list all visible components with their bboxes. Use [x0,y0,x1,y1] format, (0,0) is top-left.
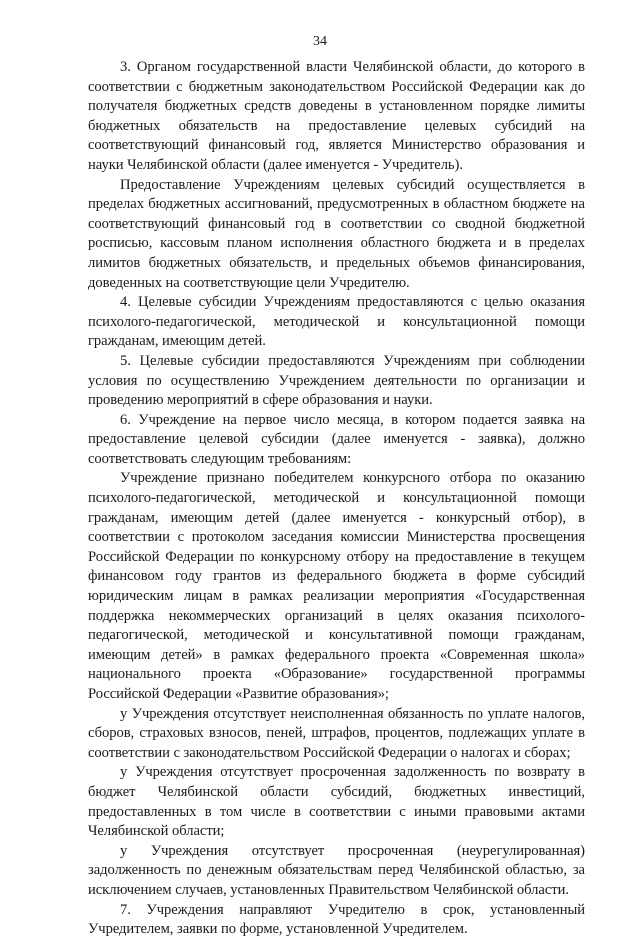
document-body [88,58,585,940]
paragraph-7-applications: 7. Учреждения направляют Учредителю в срок, установленный Учредителем, заявки по форме, установленной Учредителем. [88,901,585,938]
paragraph-subsidy-provision: Предоставление Учреждениям целевых субсидий осуществляется в пределах бюджетных ассигнований, предусмотренных в областном бюджете на соответствующий финансовый год в соответствии со сводной бюджетной росписью, кассовым планом исполнения областного бюджета и в пределах лимитов бюджетных обязательств, и предельных объемов финансирования, доведенных на соответствующие цели Учредителю. [88,176,585,291]
paragraph-4-purpose: 4. Целевые субсидии Учреждениям предоставляются с целью оказания психолого-педагогической, методической и консультационной помощи гражданам, имеющим детей. [88,294,585,350]
paragraph-5-condition: 5. Целевые субсидии предоставляются Учреждениям при соблюдении условия по осуществлению Учреждением деятельности по организации и проведению мероприятий в сфере образования и науки. [88,352,585,409]
requirement-competition-winner: Учреждение признано победителем конкурсного отбора по оказанию психолого-педагогической, методической и консультационной помощи гражданам, имеющим детей (далее именуется - конкурсный отбор), в соответствии с протоколом заседания комиссии Министерства просвещения Российской Федерации по конкурсному отбору на предоставление в текущем финансовом году грантов из федерального бюджета в форме субсидий юридическим лицам в рамках реализации мероприятия «Государственная поддержка некоммерческих организаций в целях оказания психолого-педагогической, методической и консультативной помощи гражданам, имеющим детей» в рамках федерального проекта «Современная школа» национального проекта «Образование» государственной программы Российской Федерации «Развитие образования»; [88,470,585,702]
requirement-no-tax-debt: у Учреждения отсутствует неисполненная обязанность по уплате налогов, сборов, страховых взносов, пеней, штрафов, процентов, подлежащих уплате в соответствии с законодательством Российской Федерации о налогах и сборах; [88,705,585,761]
paragraph-6-requirements: 6. Учреждение на первое число месяца, в котором подается заявка на предоставление целевой субсидии (далее именуется - заявка), должно соответствовать следующим требованиям: [88,411,585,467]
requirement-no-overdue-obligations: у Учреждения отсутствует просроченная (неурегулированная) задолженность по денежным обязательствам перед Челябинской областью, за исключением случаев, установленных Правительством Челябинской области. [88,842,585,898]
paragraph-3-authority: 3. Органом государственной власти Челябинской области, до которого в соответствии с бюджетным законодательством Российской Федерации как до получателя бюджетных средств доведены в установленном порядке лимиты бюджетных обязательств на предоставление целевых субсидий на соответствующий финансовый год, является Министерство образования и науки Челябинской области (далее именуется - Учредитель). [88,59,585,173]
requirement-no-subsidy-arrears: у Учреждения отсутствует просроченная задолженность по возврату в бюджет Челябинской области субсидий, бюджетных инвестиций, предоставленных в том числе в соответствии с иными правовыми актами Челябинской области; [88,764,585,840]
page-number: 34 [313,34,327,49]
